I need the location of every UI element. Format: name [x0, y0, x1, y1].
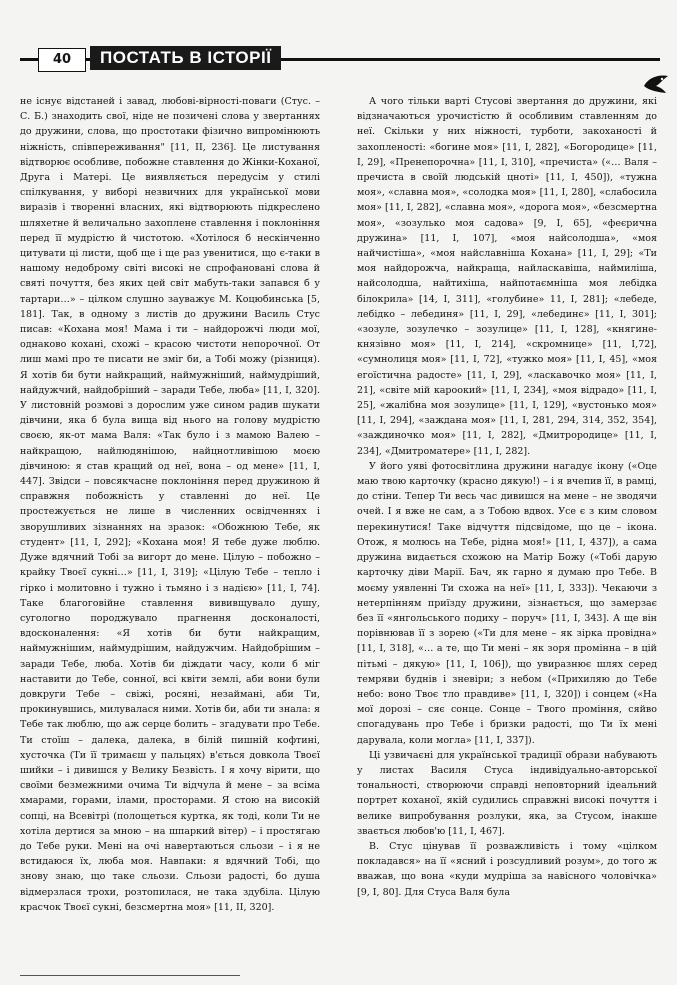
quill-bird-icon: [642, 72, 670, 94]
page-header: [20, 46, 660, 74]
right-paragraph-1: А чого тільки варті Стусові звертання до дружини, які відзначаються урочистістю й особливим ставленням до неї. Скільки у них ніжності, турботи, закоханості й захопленості: «богине моя» [11, І, 282], «Богородице» [11, І, 29], «Пренепорочна» [11, І, 310], «пречиста» («… Валя – пречиста в своїй людській цноті» [11, І, 450]), «тужна моя», «славна моя», «солодка моя» [11, І, 280], «слабосила моя» [11, І, 282], «славна моя», «дорога моя», «безсмертна моя», «зозулько моя садова» [9, І, 65], «феєрична дружина» [11, І, 107], «моя найсолодша», «моя найчистіша», «моя найславніша Кохана» [11, І, 29]; «Ти моя найдорожча, найкраща, найласкавіша, наймиліша, найсолодша, найтихіша, найпотаємніша моя лебідка білокрила» [14, І, 311], «голубине» 11, І, 281]; «лебеде, лебідко – лебединя» [11, І, 29], «лебединє» [11, І, 301]; «зозуле, зозулечко – зозулице» [11, І, 128], «княгине-князівно моя» [11, І, 214], «скромнице» [11, І,72], «сумнолиця моя» [11, І, 72], «тужко моя» [11, І, 45], «моя егоїстична радосте» [11, І, 29], «ласкавочко моя» [11, І, 21], «світе мій кароокий» [11, І, 234], «моя відрадо» [11, І, 25], «жалібна моя зозулице» [11, І, 129], «вустонько моя» [11, І, 294], «заждана моя» [11, І, 281, 294, 314, 352, 354], «заждиночко моя» [11, І, 282], «Дмитрородице» [11, І, 234], «Дмитроматере» [11, І, 282].: [357, 96, 657, 457]
right-paragraph-2: У його уяві фотосвітлина дружини нагадує ікону («Оце маю твою карточку (красно дякую!) – і я вчепив її, в рамці, до стіни. Тепер Ти весь час дивишся на мене – не зводячи очей. І я вже не сам, а з Тобою вдвох. Усе є з ким словом перекинутися! Таке відчуття підсвідоме, що це – ікона. Отож, я молюсь на Тебе, рідна моя!» [11, І, 437]), а сама дружина видається схожою на Матір Божу («Тобі дарую карточку діви Марії. Бач, як гарно я думаю про Тебе. В моєму уявленні Ти схожа на неї» [11, І, 333]). Чекаючи з нетерпінням приїзду дружини, зізнається, що замерзає без її «янгольського подиху – поруч» [11, І, 343]. А ще він порівнював її з зорею («Ти для мене – як зірка провідна» [11, І, 318], «… а те, що Ти мені – як зоря промінна – в цій пітьмі – дякую» [11, І, 106]), що увиразнює шлях серед темряви буднів і зневіри; з небом («Прихиляю до Тебе небо: воно Твоє тло правдиве» [11, І, 320]) і сонцем («На мої дорозі – сяє сонце. Сонце – Твого проміння, сяйво спогадувань про Тебе і бризки радості, що Ти їх мені дарувала, коли могла» [11, І, 337]).: [357, 460, 657, 746]
left-column: [20, 94, 320, 974]
left-paragraph-1: не існує відстаней і завад, любові-вірності-поваги (Стус. – С. Б.) знаходить свої, ніде не позичені слова у звертаннях до дружини, слова, що простотаки фізично випромінюють ніжність, співпереживання" [11, ІІ, 236]. Це листування відтворює особливе, побожне ставлення до Жінки-Коханої, Друга і Матері. Це виявляється передусім у стилі спілкування, у виборі незвичних для української мови виразів і творенні власних, які відтворюють підкреслено шляхетне й величально захоплене ставлення і поклоніння перед її мудрістю й чистотою. «Хотілося б нескінченно цитувати ці листи, щоб ще і ще раз увенитися, що є-таки в нашому недоброму світі високі не спрофановані слова й святі почуття, без яких цей світ мабуть-таки запався б у тартари…» – цілком слушно зауважує М. Коцюбинська [5, 181]. Так, в одному з листів до дружини Василь Стус писав: «Кохана моя! Мама і ти – найдорожчі люди мої, однаково кохані, схожі – красою чистоти непорочної. От лиш мамі про те писати не зміг би, а Тобі можу (різниця). Я хотів би бути найкращий, наймужніший, наймудріший, найдужчий, найдобріший – заради Тебе, люба» [11, І, 320]. У листовній розмові з дорослим уже сином радив шукати дівчини, яка б була вища від нього на голову мудрістю своєю, як-от мама Валя: «Так було і з мамою Валею – найкращою, найлюдянішою, найцнотливішою моєю дівчиною: я став кращий од неї, вона – од мене» [11, І, 447]. Звідси – повсякчасне поклоніння перед дружиною й справжня побожність у ставленні до неї. Це простежується не лише в численних освідченнях і зворушливих зізнаннях на зразок: «Обожнюю Тебе, як студент» [11, І, 292]; «Кохана моя! Я тебе дуже люблю. Дуже вдячний Тобі за вигорт до мене. Цілую – побожно – крайку Твоєї сукні…» [11, І, 319]; «Цілую Тебе – тепло і гірко і молитовно і тужно і тьмяно і з надією» [11, І, 74]. Таке благоговійне ставлення вививщувало душу, сугологно породжувало прагнення досконалості, вдосконалення: «Я хотів би бути найкращим, наймужнішим, наймудрішим, найдужчим. Найдобрішим – заради Тебе, люба. Хотів би діждати часу, коли б міг наставити до Тебе, сонної, всі квіти землі, аби вони були довкруги Тебе – свіжі, росяні, незаймані, аби Ти, прокинувшись, милувалася ними. Хотів би, аби ти знала: я Тебе так люблю, що аж серце болить – згадувати про Тебе. Ти стоїш – далека, далека, в білій пишній кофтині, хусточка (Ти її тримаєш у пальцях) в'ється довкола Твоєї шийки – і дивишся у Велику Безвість. І я хочу вірити, що своїми безмежними очима Ти відчула й мене – за всіма хмарами, горами, ілами, просторами. Я стою на високій сопці, на Всевітрі (полощеться куртка, як тоді, коли Ти не хотіла дертися за мною – на шпаркий вітер) – і простягаю до Тебе руки. Мені на очі навертаються сльози – і я не встидаюся їх, люба моя. Навпаки: я вдячний Тобі, що знову знаю, що таке сльози. Сльози радості, бо душа відмерзлася трохи, розтопилася, не така здубіла. Цілую красчок Твоєї сукні, безсмертна моя» [11, ІІ, 320].: [20, 96, 320, 913]
right-paragraph-4: В. Стус цінував її розважливість і тому «цілком покладався» на її «ясний і розсудливий розум», до того ж вважав, що вона «куди мудріша за навісного чоловічка» [9, І, 80]. Для Стуса Валя була: [357, 840, 657, 898]
section-title: ПОСТАТЬ В ІСТОРІЇ: [90, 46, 281, 70]
right-paragraph-3: Ці узвичаєні для української традиції образи набувають у листах Василя Стуса індивідуально-авторської тональності, створюючи справді неповторний ідеальний портрет коханої, якій судились справжні високі почуття і велике випробування розлуки, яка, за Стусом, інакше звається любов'ю [11, І, 467].: [357, 749, 657, 837]
right-column: [357, 94, 657, 974]
footer-rule: [20, 975, 240, 976]
page-number: 40: [38, 48, 86, 72]
